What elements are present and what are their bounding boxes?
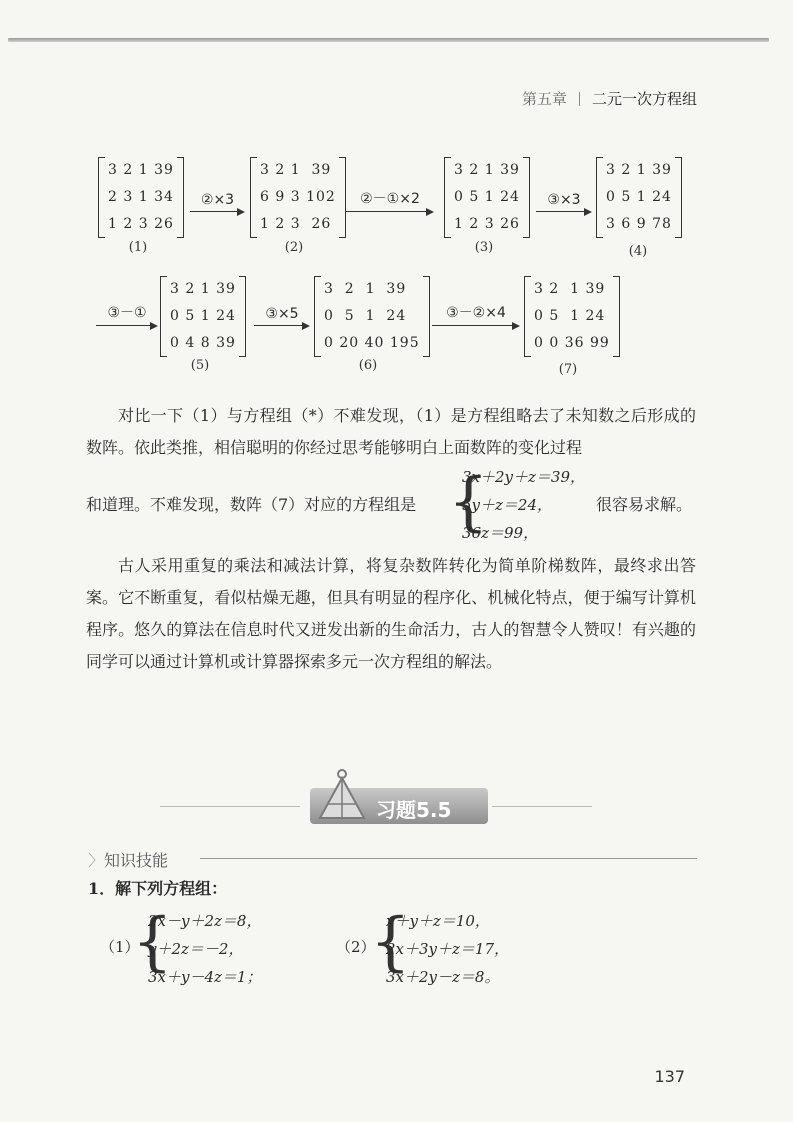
chapter-label: 第五章 [521, 90, 567, 108]
matrix-row: 3 2 1 39 [108, 162, 174, 178]
exercise-banner [292, 784, 492, 824]
system-2 [386, 907, 509, 991]
matrix-row: 6 9 3 102 [260, 189, 336, 205]
equation: x＋y＋z＝10， [386, 912, 490, 930]
matrix-label-3: (3) [474, 240, 494, 255]
matrix-3 [444, 157, 530, 238]
matrix-row: 0 5 1 24 [454, 189, 520, 205]
paragraph-comparison-end: 和道理。不难发现，数阵（7）对应的方程组是 [86, 495, 417, 514]
matrix-row: 0 0 36 99 [534, 335, 610, 351]
easy-to-solve-text: 很容易求解。 [596, 495, 693, 514]
chevron-right-icon: 〉 [88, 851, 105, 870]
paragraph-ancients: 古人采用重复的乘法和减法计算，将复杂数阵转化为简单阶梯数阵，最终求出答案。它不断重复，看似枯燥无趣，但具有明显的程序化、机械化特点，便于编写计算机程序。悠久的算法在信息时代又迸发出新的生命活力，古人的智慧令人赞叹！有兴趣的同学可以通过计算机或计算器探索多元一次方程组的解法。 [86, 556, 696, 671]
matrix-row: 3 2 1 39 [534, 281, 606, 297]
op-label: ③×3 [547, 192, 581, 208]
equation: 36z＝99， [462, 524, 539, 542]
banner-rule-right [492, 806, 592, 807]
equation: 3x＋2y－z＝8。 [386, 968, 500, 986]
system-brace: { [132, 905, 173, 979]
matrix-row: 3 2 1 39 [260, 162, 332, 178]
equation: 5y＋z＝24， [462, 496, 553, 514]
matrix-2 [250, 157, 346, 238]
matrix-5 [160, 276, 246, 357]
matrix-row: 0 5 1 24 [606, 189, 672, 205]
matrix-label-6: (6) [358, 358, 378, 373]
matrix-4 [596, 157, 682, 238]
op-label: ③－②×4 [446, 305, 506, 321]
matrix-row: 1 2 3 26 [454, 216, 520, 232]
matrix-row: 2 3 1 34 [108, 189, 174, 205]
matrix-label-5: (5) [190, 358, 210, 373]
arrow-head-icon [584, 208, 592, 216]
op-label: ②×3 [200, 192, 235, 208]
matrix-row: 1 2 3 26 [260, 216, 332, 232]
system-brace: { [370, 905, 411, 979]
running-header [522, 88, 697, 109]
matrix-7 [524, 276, 620, 357]
op-arrow-5 [254, 308, 310, 328]
header-separator [579, 92, 580, 106]
arrow-head-icon [302, 322, 310, 330]
matrix-row: 3 2 1 39 [170, 281, 236, 297]
op-arrow-6 [432, 305, 520, 328]
op-arrow-2 [346, 191, 434, 214]
matrix-label-4: (4) [628, 244, 648, 259]
matrix-row: 3 2 1 39 [324, 281, 407, 297]
op-arrow-3 [536, 194, 592, 214]
banner-rule-left [160, 806, 300, 807]
section-rule [200, 858, 697, 859]
op-arrow-1 [190, 194, 245, 214]
matrix-1 [98, 157, 184, 238]
matrix-row: 0 4 8 39 [170, 335, 236, 351]
matrix-label-7: (7) [558, 362, 578, 377]
equation: 2x－y＋2z＝8， [148, 912, 262, 930]
op-label: ②－①×2 [360, 191, 420, 207]
op-label: ③－① [107, 305, 147, 321]
equation: y＋2z＝－2， [148, 940, 244, 958]
section-label: 知识技能 [104, 851, 169, 870]
op-label: ③×5 [265, 306, 299, 322]
system-2-label: （2） [336, 938, 376, 956]
equation: 2x＋3y＋z＝17， [386, 940, 510, 958]
section-heading [88, 848, 168, 871]
matrix-6 [314, 276, 430, 357]
exercise-title: 习题5.5 [376, 798, 452, 822]
matrix-label-1: (1) [128, 240, 148, 255]
matrix-row: 3 2 1 39 [454, 162, 520, 178]
matrix-row: 0 5 1 24 [534, 308, 606, 324]
matrix-row: 0 5 1 24 [324, 308, 407, 324]
matrix-row: 0 20 40 195 [324, 335, 420, 351]
paragraph-comparison: 对比一下（1）与方程组（*）不难发现，（1）是方程组略去了未知数之后形成的数阵。依此类推，相信聪明的你经过思考能够明白上面数阵的变化过程 [86, 406, 696, 457]
arrow-head-icon [237, 208, 245, 216]
op-arrow-4 [96, 305, 158, 328]
arrow-head-icon [150, 322, 158, 330]
question-1: 1．解下列方程组： [88, 879, 228, 898]
chapter-title: 二元一次方程组 [591, 90, 697, 108]
equation: 3x＋2y＋z＝39， [462, 468, 586, 486]
matrix-row: 3 6 9 78 [606, 216, 672, 232]
system-1 [148, 907, 261, 991]
system-brace: { [448, 465, 489, 539]
matrix-row: 0 5 1 24 [170, 308, 236, 324]
compass-icon [312, 768, 372, 826]
page-number: 137 [654, 1067, 685, 1086]
top-rule [8, 38, 769, 42]
equation: 3x＋y－4z＝1； [148, 968, 262, 986]
matrix-row: 1 2 3 26 [108, 216, 174, 232]
matrix-row: 3 2 1 39 [606, 162, 672, 178]
system-7 [462, 463, 585, 547]
arrow-head-icon [426, 208, 434, 216]
matrix-label-2: (2) [284, 240, 304, 255]
arrow-head-icon [512, 322, 520, 330]
system-1-label: （1） [100, 938, 140, 956]
